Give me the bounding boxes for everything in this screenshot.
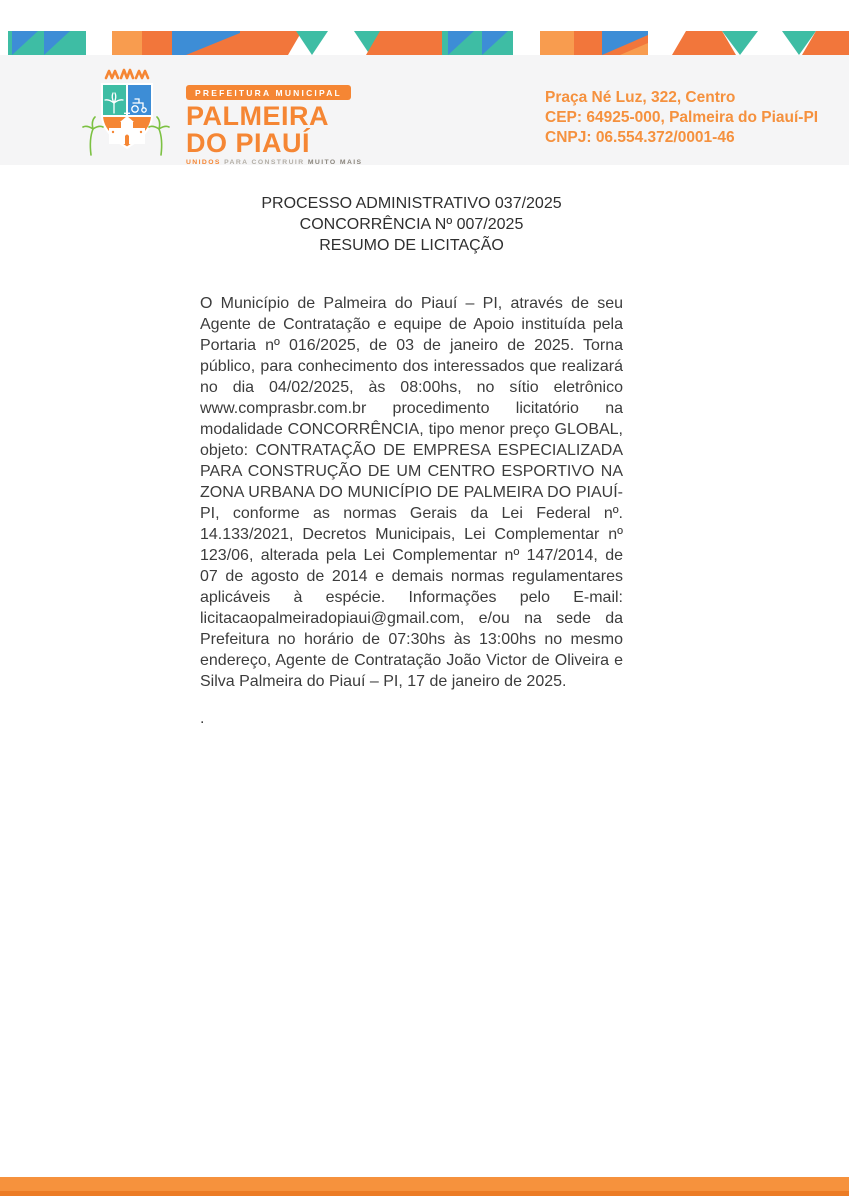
title-processo: PROCESSO ADMINISTRATIVO 037/2025 [261, 195, 562, 212]
logo-wordmark [186, 83, 362, 166]
document-body-paragraph: O Município de Palmeira do Piauí – PI, através de seu Agente de Contratação e equipe de Apoio instituída pela Portaria nº 016/2025, de 03 de janeiro de 2025. Torna público, para conhecimento dos interessados que realizará no dia 04/02/2025, às 08:00hs, no sítio eletrônico www.comprasbr.com.br procedimento licitatório na modalidade CONCORRÊNCIA, tipo menor preço GLOBAL, objeto: CONTRATAÇÃO DE EMPRESA ESPECIALIZADA PARA CONSTRUÇÃO DE UM CENTRO ESPORTIVO NA ZONA URBANA DO MUNICÍPIO DE PALMEIRA DO PIAUÍ-PI, conforme as normas Gerais da Lei Federal nº. 14.133/2021, Decretos Municipais, Lei Complementar nº 123/06, alterada pela Lei Complementar nº 147/2014, de 07 de agosto de 2014 e demais normas regulamentares aplicáveis à espécie. Informações pelo E-mail: licitacaopalmeiradopiaui@gmail.com, e/ou na sede da Prefeitura no horário de 07:30hs às 13:00hs no mesmo endereço, Agente de Contratação João Victor de Oliveira e Silva Palmeira do Piauí – PI, 17 de janeiro de 2025. [200, 295, 623, 690]
document-title [200, 193, 623, 256]
contact-address: Praça Né Luz, 322, Centro [545, 89, 736, 106]
logo-name-line2: DO PIAUÍ [186, 128, 311, 158]
contact-cnpj: CNPJ: 06.554.372/0001-46 [545, 129, 735, 146]
logo-tagline-part2: PARA CONSTRUIR [220, 159, 308, 166]
municipal-crest-icon [70, 67, 180, 167]
footer-bar [0, 1177, 849, 1196]
title-resumo: RESUMO DE LICITAÇÃO [319, 237, 504, 254]
logo-name-line1: PALMEIRA [186, 101, 329, 131]
logo-tagline [186, 159, 362, 166]
palm-branch-left-icon [83, 117, 103, 155]
logo-tagline-part3: MUITO MAIS [307, 159, 363, 166]
shield-icon [101, 83, 153, 149]
page-header [0, 55, 849, 165]
logo-badge: PREFEITURA MUNICIPAL [186, 85, 351, 100]
decorative-band [0, 31, 849, 55]
document-content [200, 193, 623, 745]
palm-branch-right-icon [149, 117, 169, 155]
trailing-dot: . [200, 710, 205, 727]
contact-info [545, 88, 818, 148]
title-concorrencia: CONCORRÊNCIA Nº 007/2025 [299, 216, 524, 233]
crown-icon [106, 70, 148, 78]
municipality-logo [70, 67, 362, 167]
logo-tagline-part1: UNIDOS [186, 159, 221, 166]
contact-cep: CEP: 64925-000, Palmeira do Piauí-PI [545, 109, 819, 126]
